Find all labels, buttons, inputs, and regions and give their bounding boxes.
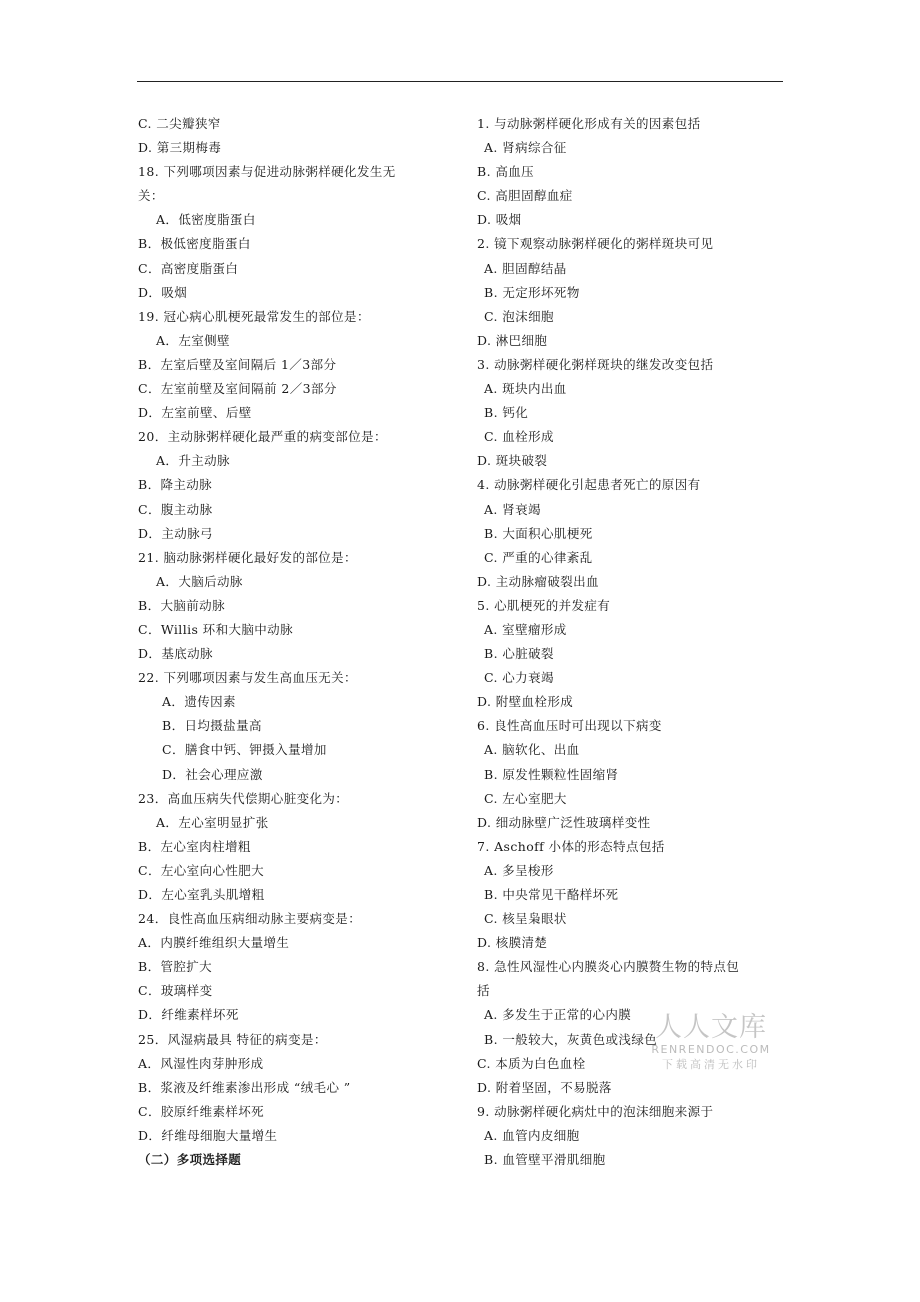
option-c: C．胶原纤维素样坏死 <box>138 1103 265 1119</box>
option-b: B．左心室肉柱增粗 <box>138 838 251 854</box>
option-b: B. 无定形坏死物 <box>484 284 580 300</box>
option-b: B. 一般较大，灰黄色或浅绿色 <box>484 1031 658 1047</box>
text-line: D. 第三期梅毒 <box>138 140 222 156</box>
option-b: B．日均摄盐量高 <box>162 718 262 734</box>
left-column <box>138 112 453 1172</box>
option-a: A．遗传因素 <box>162 694 236 710</box>
option-b: B．管腔扩大 <box>138 959 213 975</box>
option-b: B. 血管壁平滑肌细胞 <box>484 1152 606 1168</box>
question-3: 3. 动脉粥样硬化粥样斑块的继发改变包括 <box>477 356 714 372</box>
option-b: B．大脑前动脉 <box>138 597 225 613</box>
option-d: D．左室前壁、后壁 <box>138 405 252 421</box>
option-d: D．吸烟 <box>138 284 188 300</box>
text-line: 关： <box>138 188 164 204</box>
watermark-logo: 人人文库 <box>655 1012 767 1043</box>
option-c: C．左心室向心性肥大 <box>138 862 265 878</box>
option-b: B．降主动脉 <box>138 477 213 493</box>
option-d: D. 吸烟 <box>477 212 522 228</box>
watermark-tagline: 下载高清无水印 <box>662 1058 760 1071</box>
option-b: B. 原发性颗粒性固缩肾 <box>484 766 619 782</box>
question-18: 18. 下列哪项因素与促进动脉粥样硬化发生无 <box>138 164 396 180</box>
option-a: A. 肾衰竭 <box>484 501 541 517</box>
option-c: C. 严重的心律紊乱 <box>484 549 593 565</box>
option-a: A. 脑软化、出血 <box>484 742 580 758</box>
question-1: 1. 与动脉粥样硬化形成有关的因素包括 <box>477 116 701 131</box>
option-a: A. 血管内皮细胞 <box>484 1127 580 1143</box>
option-c: C. 血栓形成 <box>484 429 554 445</box>
section-heading: （二）多项选择题 <box>138 1152 242 1168</box>
option-b: B. 大面积心肌梗死 <box>484 525 593 541</box>
question-20: 20．主动脉粥样硬化最严重的病变部位是： <box>138 429 387 445</box>
option-b: B．浆液及纤维素渗出形成 “绒毛心 ” <box>138 1079 351 1095</box>
question-24: 24．良性高血压病细动脉主要病变是： <box>138 911 362 927</box>
option-b: B．极低密度脂蛋白 <box>138 236 251 252</box>
option-a: A. 胆固醇结晶 <box>484 260 567 276</box>
option-a: A．左心室明显扩张 <box>156 814 269 830</box>
question-2: 2. 镜下观察动脉粥样硬化的粥样斑块可见 <box>477 236 714 252</box>
option-a: A．风湿性肉芽肿形成 <box>138 1055 264 1071</box>
option-b: B．左室后壁及室间隔后 1／3部分 <box>138 356 337 372</box>
option-b: B. 高血压 <box>477 164 535 180</box>
option-d: D. 核膜清楚 <box>477 935 548 951</box>
text-line: 括 <box>477 983 490 999</box>
question-8: 8. 急性风湿性心内膜炎心内膜赘生物的特点包 <box>477 959 740 975</box>
text-line: C. 二尖瓣狭窄 <box>138 116 221 131</box>
right-column <box>477 112 792 1172</box>
option-d: D．左心室乳头肌增粗 <box>138 887 265 902</box>
option-c: C．Willis 环和大脑中动脉 <box>138 621 293 637</box>
option-d: D. 附着坚固，不易脱落 <box>477 1079 612 1095</box>
option-a: A．低密度脂蛋白 <box>156 212 256 228</box>
option-b: B. 心脏破裂 <box>484 646 554 662</box>
option-a: A. 肾病综合征 <box>484 140 567 156</box>
question-5: 5. 心肌梗死的并发症有 <box>477 597 611 613</box>
option-c: C. 左心室肥大 <box>484 790 567 806</box>
option-d: D. 细动脉壁广泛性玻璃样变性 <box>477 814 651 830</box>
question-23: 23．高血压病失代偿期心脏变化为： <box>138 790 349 806</box>
option-d: D. 淋巴细胞 <box>477 332 548 348</box>
option-c: C. 核呈枭眼状 <box>484 911 567 927</box>
option-b: B. 中央常见干酪样坏死 <box>484 887 619 902</box>
question-19: 19. 冠心病心肌梗死最常发生的部位是： <box>138 308 370 324</box>
option-c: C．高密度脂蛋白 <box>138 260 239 276</box>
option-d: D. 主动脉瘤破裂出血 <box>477 573 599 589</box>
question-22: 22. 下列哪项因素与发生高血压无关： <box>138 670 357 686</box>
option-c: C. 本质为白色血栓 <box>477 1055 586 1071</box>
option-c: C. 心力衰竭 <box>484 670 554 686</box>
header-rule <box>137 81 783 82</box>
question-6: 6. 良性高血压时可出现以下病变 <box>477 718 662 734</box>
watermark-url: RENRENDOC.COM <box>651 1043 771 1056</box>
option-a: A. 多呈梭形 <box>484 862 554 878</box>
option-c: C. 高胆固醇血症 <box>477 188 573 204</box>
question-25: 25．风湿病最具 特征的病变是： <box>138 1031 327 1047</box>
option-a: A. 多发生于正常的心内膜 <box>484 1007 632 1023</box>
option-c: C．玻璃样变 <box>138 983 213 999</box>
option-d: D．纤维素样坏死 <box>138 1007 239 1023</box>
option-d: D. 斑块破裂 <box>477 453 548 469</box>
option-b: B. 钙化 <box>484 405 529 421</box>
option-c: C．左室前壁及室间隔前 2／3部分 <box>138 381 337 397</box>
option-d: D．基底动脉 <box>138 646 213 662</box>
option-a: A. 斑块内出血 <box>484 381 567 397</box>
option-a: A．左室侧壁 <box>156 332 230 348</box>
option-c: C．膳食中钙、钾摄入量增加 <box>162 742 327 758</box>
option-a: A．升主动脉 <box>156 453 230 469</box>
option-d: D．主动脉弓 <box>138 525 213 541</box>
question-9: 9. 动脉粥样硬化病灶中的泡沫细胞来源于 <box>477 1103 714 1119</box>
option-d: D. 附壁血栓形成 <box>477 694 574 710</box>
option-a: A．大脑后动脉 <box>156 573 243 589</box>
option-c: C．腹主动脉 <box>138 501 213 517</box>
option-a: A. 室壁瘤形成 <box>484 621 567 637</box>
question-21: 21. 脑动脉粥样硬化最好发的部位是： <box>138 549 357 565</box>
question-4: 4. 动脉粥样硬化引起患者死亡的原因有 <box>477 477 701 493</box>
option-d: D．社会心理应激 <box>162 766 263 782</box>
option-a: A．内膜纤维组织大量增生 <box>138 935 290 951</box>
question-7: 7. Aschoff 小体的形态特点包括 <box>477 838 665 854</box>
option-d: D．纤维母细胞大量增生 <box>138 1127 278 1143</box>
option-c: C. 泡沫细胞 <box>484 308 554 324</box>
